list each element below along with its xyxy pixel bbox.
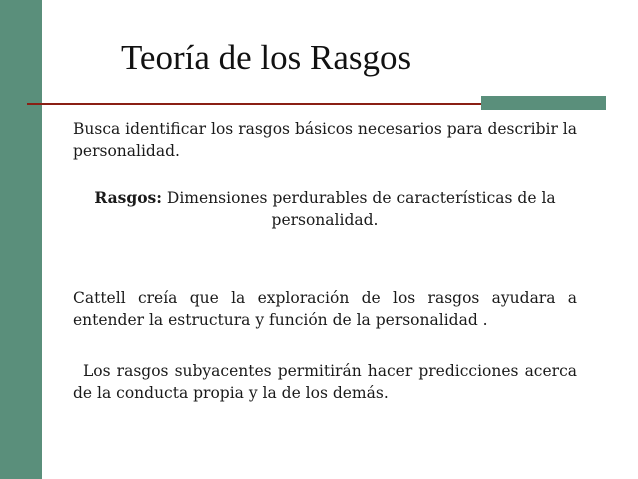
left-accent-bar	[0, 0, 42, 479]
paragraph-cattell: Cattell creía que la exploración de los rasgos ayudara a entender la estructura y función de la personalidad .	[73, 289, 577, 329]
traits-label: Rasgos:	[94, 188, 162, 207]
paragraph-predictions	[73, 360, 577, 404]
slide-title: Teoría de los Rasgos	[121, 38, 412, 77]
paragraph-definition: Busca identificar los rasgos básicos necesarios para describir la personalidad.	[73, 120, 577, 160]
traits-text: Dimensiones perdurables de características de la personalidad.	[166, 189, 556, 229]
paragraph-traits-definition	[73, 187, 577, 231]
predictions-text: Los rasgos subyacentes permitirán hacer predicciones acerca de la conducta propia y la de los demás.	[73, 362, 577, 402]
divider-accent-block	[481, 96, 606, 110]
